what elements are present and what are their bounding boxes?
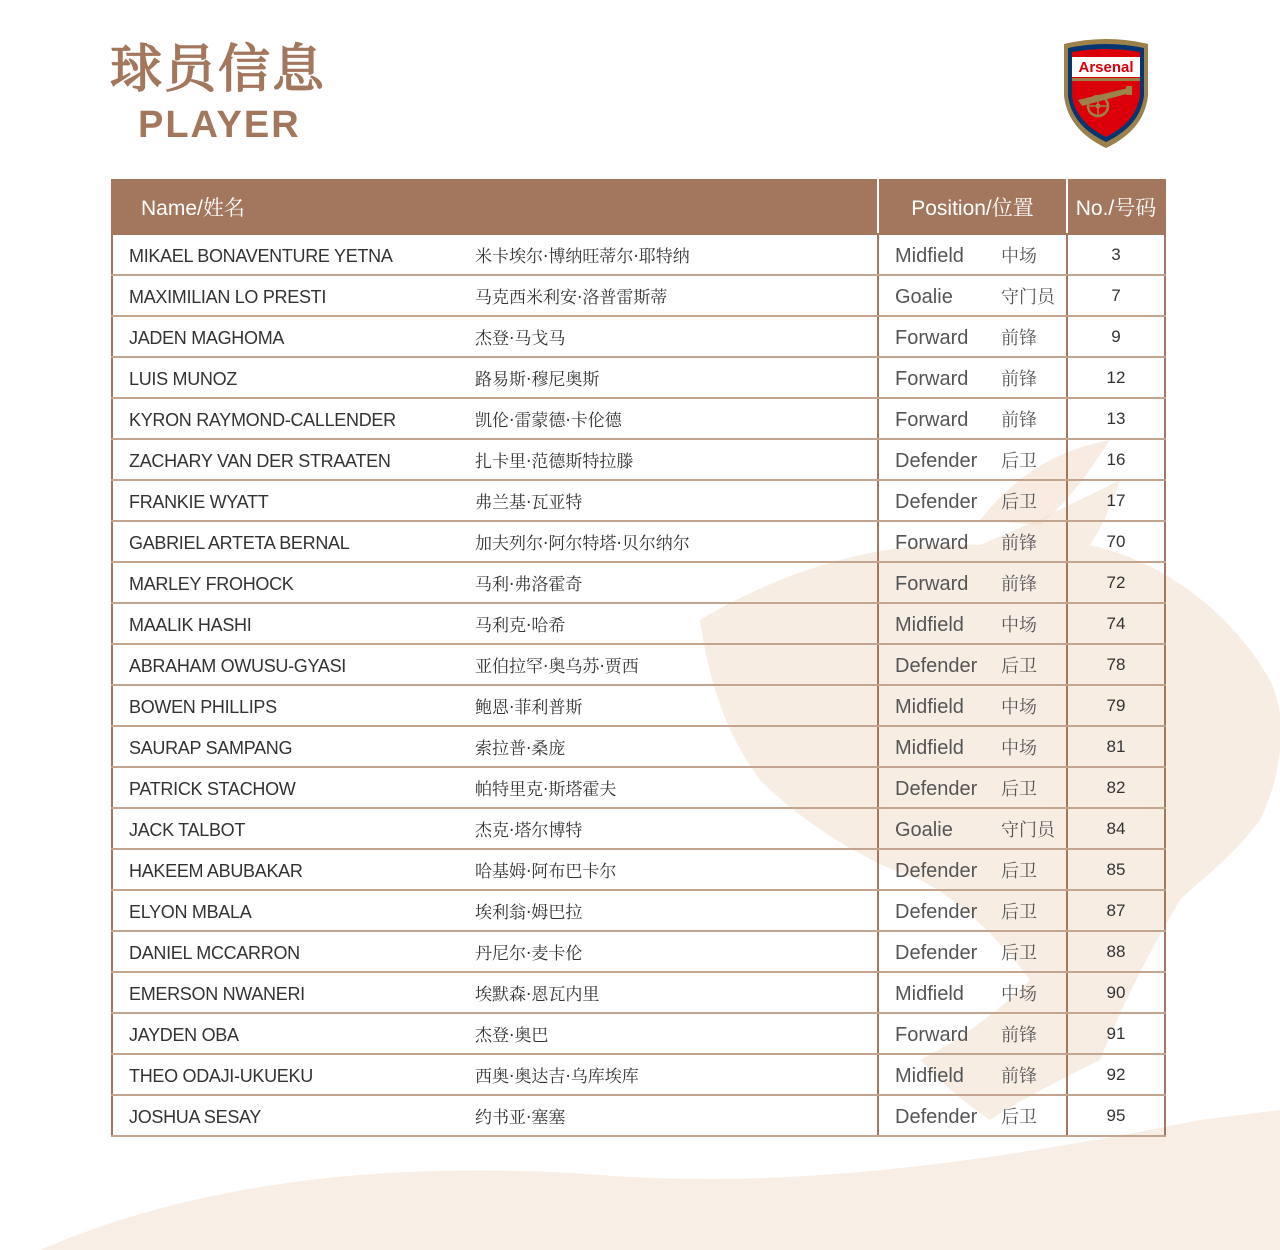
player-position-en: Midfield — [895, 695, 964, 718]
table-row — [112, 1013, 1165, 1054]
player-position-cell — [878, 316, 1067, 357]
player-position-cn: 中场 — [1001, 614, 1037, 636]
player-name-cell — [112, 1054, 878, 1095]
player-name-en: JACK TALBOT — [129, 820, 246, 840]
player-position-en: Defender — [895, 490, 978, 513]
player-name-en: DANIEL MCCARRON — [129, 943, 300, 963]
table-row — [112, 1054, 1165, 1095]
player-position-cn: 中场 — [1001, 737, 1037, 759]
player-number: 95 — [1067, 1095, 1165, 1136]
player-name-en: MIKAEL BONAVENTURE YETNA — [129, 246, 393, 266]
player-name-en: FRANKIE WYATT — [129, 492, 269, 512]
player-position-en: Forward — [895, 326, 969, 349]
player-position-en: Midfield — [895, 982, 964, 1005]
player-position-cn: 后卫 — [1001, 778, 1037, 800]
player-name-cell — [112, 439, 878, 480]
player-name-cn: 亚伯拉罕·奥乌苏·贾西 — [475, 657, 639, 677]
player-name-cell — [112, 685, 878, 726]
player-name-cn: 扎卡里·范德斯特拉滕 — [475, 452, 634, 472]
player-position-en: Midfield — [895, 1064, 964, 1087]
player-name-cell — [112, 562, 878, 603]
player-position-cn: 中场 — [1001, 983, 1037, 1005]
player-name-en: MAALIK HASHI — [129, 615, 252, 635]
table-row — [112, 931, 1165, 972]
player-position-cn: 后卫 — [1001, 942, 1037, 964]
player-number: 12 — [1067, 357, 1165, 398]
player-name-en: THEO ODAJI-UKUEKU — [129, 1066, 313, 1086]
table-row — [112, 726, 1165, 767]
column-header-position: Position/位置 — [878, 180, 1067, 234]
player-name-en: JAYDEN OBA — [129, 1025, 239, 1045]
player-name-cn: 弗兰基·瓦亚特 — [475, 493, 583, 513]
player-number: 82 — [1067, 767, 1165, 808]
table-row — [112, 644, 1165, 685]
player-position-cn: 后卫 — [1001, 450, 1037, 472]
player-number: 81 — [1067, 726, 1165, 767]
player-name-en: LUIS MUNOZ — [129, 369, 238, 389]
player-position-en: Defender — [895, 859, 978, 882]
page-title-cn: 球员信息 — [110, 40, 327, 100]
table-row — [112, 808, 1165, 849]
player-name-cn: 杰登·马戈马 — [475, 329, 566, 349]
player-position-cell — [878, 1013, 1067, 1054]
player-name-en: KYRON RAYMOND-CALLENDER — [129, 410, 396, 430]
player-name-en: PATRICK STACHOW — [129, 779, 296, 799]
player-position-cn: 中场 — [1001, 245, 1037, 267]
player-number: 13 — [1067, 398, 1165, 439]
player-position-en: Defender — [895, 900, 978, 923]
player-name-cell — [112, 357, 878, 398]
table-header-row — [112, 180, 1165, 234]
player-name-cell — [112, 890, 878, 931]
table-row — [112, 357, 1165, 398]
player-number: 74 — [1067, 603, 1165, 644]
player-position-en: Defender — [895, 1105, 978, 1128]
player-number: 17 — [1067, 480, 1165, 521]
player-name-cn: 马利·弗洛霍奇 — [475, 575, 583, 595]
player-number: 72 — [1067, 562, 1165, 603]
player-name-cn: 丹尼尔·麦卡伦 — [475, 944, 583, 964]
column-header-number: No./号码 — [1067, 180, 1165, 234]
table-row — [112, 767, 1165, 808]
player-name-cn: 哈基姆·阿布巴卡尔 — [475, 862, 617, 882]
player-position-cell — [878, 357, 1067, 398]
player-name-cell — [112, 234, 878, 275]
table-row — [112, 849, 1165, 890]
player-name-cn: 凯伦·雷蒙德·卡伦德 — [475, 411, 622, 431]
player-name-cell — [112, 849, 878, 890]
player-position-cell — [878, 726, 1067, 767]
player-number: 7 — [1067, 275, 1165, 316]
player-position-cn: 前锋 — [1001, 368, 1037, 390]
player-number: 88 — [1067, 931, 1165, 972]
table-row — [112, 562, 1165, 603]
player-name-cell — [112, 521, 878, 562]
player-position-cn: 后卫 — [1001, 860, 1037, 882]
player-name-en: ELYON MBALA — [129, 902, 252, 922]
player-number: 90 — [1067, 972, 1165, 1013]
player-name-cn: 加夫列尔·阿尔特塔·贝尔纳尔 — [475, 534, 690, 554]
player-position-cn: 后卫 — [1001, 655, 1037, 677]
player-name-cn: 埃默森·恩瓦内里 — [475, 985, 600, 1005]
player-name-cn: 马克西米利安·洛普雷斯蒂 — [475, 288, 668, 308]
player-name-cell — [112, 275, 878, 316]
player-name-en: ABRAHAM OWUSU-GYASI — [129, 656, 346, 676]
player-position-en: Defender — [895, 777, 978, 800]
player-position-cn: 后卫 — [1001, 491, 1037, 513]
player-position-cell — [878, 808, 1067, 849]
player-name-en: GABRIEL ARTETA BERNAL — [129, 533, 350, 553]
player-position-cell — [878, 972, 1067, 1013]
player-position-cell — [878, 767, 1067, 808]
player-name-cell — [112, 767, 878, 808]
player-position-cn: 守门员 — [1001, 286, 1055, 308]
player-position-en: Midfield — [895, 244, 964, 267]
player-position-en: Forward — [895, 408, 969, 431]
player-name-cn: 索拉普·桑庞 — [475, 739, 566, 759]
player-name-cn: 杰登·奥巴 — [475, 1026, 549, 1046]
table-row — [112, 1095, 1165, 1136]
player-number: 79 — [1067, 685, 1165, 726]
player-position-en: Forward — [895, 367, 969, 390]
player-name-cn: 西奥·奥达吉·乌库埃库 — [475, 1067, 639, 1087]
player-number: 70 — [1067, 521, 1165, 562]
player-name-cell — [112, 1095, 878, 1136]
player-number: 92 — [1067, 1054, 1165, 1095]
table-row — [112, 316, 1165, 357]
player-name-en: EMERSON NWANERI — [129, 984, 305, 1004]
player-position-cell — [878, 1054, 1067, 1095]
player-position-en: Forward — [895, 531, 969, 554]
player-position-cell — [878, 849, 1067, 890]
player-position-cn: 前锋 — [1001, 1065, 1037, 1087]
table-row — [112, 275, 1165, 316]
player-position-cell — [878, 931, 1067, 972]
player-name-en: SAURAP SAMPANG — [129, 738, 293, 758]
player-name-cell — [112, 972, 878, 1013]
player-name-cell — [112, 398, 878, 439]
arsenal-crest-logo — [1058, 38, 1154, 152]
player-name-en: HAKEEM ABUBAKAR — [129, 861, 303, 881]
player-position-cn: 守门员 — [1001, 819, 1055, 841]
player-number: 87 — [1067, 890, 1165, 931]
player-position-cell — [878, 644, 1067, 685]
table-row — [112, 603, 1165, 644]
player-position-cell — [878, 398, 1067, 439]
player-name-cell — [112, 931, 878, 972]
table-row — [112, 398, 1165, 439]
player-position-cell — [878, 562, 1067, 603]
player-position-en: Defender — [895, 449, 978, 472]
player-position-en: Goalie — [895, 818, 953, 841]
table-row — [112, 480, 1165, 521]
column-header-name: Name/姓名 — [112, 180, 878, 234]
player-name-cn: 帕特里克·斯塔霍夫 — [475, 780, 617, 800]
player-name-cell — [112, 644, 878, 685]
player-position-en: Defender — [895, 654, 978, 677]
table-row — [112, 685, 1165, 726]
player-name-cn: 杰克·塔尔博特 — [475, 821, 583, 841]
player-number: 91 — [1067, 1013, 1165, 1054]
player-position-en: Forward — [895, 1023, 969, 1046]
player-name-en: BOWEN PHILLIPS — [129, 697, 277, 717]
player-name-cn: 路易斯·穆尼奥斯 — [475, 370, 600, 390]
player-name-cn: 鲍恩·菲利普斯 — [475, 698, 583, 718]
player-name-en: MAXIMILIAN LO PRESTI — [129, 287, 327, 307]
player-position-cell — [878, 890, 1067, 931]
table-row — [112, 521, 1165, 562]
player-number: 78 — [1067, 644, 1165, 685]
player-number: 3 — [1067, 234, 1165, 275]
player-position-cell — [878, 685, 1067, 726]
player-name-cn: 米卡埃尔·博纳旺蒂尔·耶特纳 — [475, 247, 690, 267]
player-position-en: Forward — [895, 572, 969, 595]
player-position-cn: 后卫 — [1001, 901, 1037, 923]
player-name-cn: 约书亚·塞塞 — [475, 1108, 566, 1128]
table-body — [112, 234, 1165, 1136]
player-position-cell — [878, 521, 1067, 562]
player-position-cn: 前锋 — [1001, 573, 1037, 595]
player-position-cn: 中场 — [1001, 696, 1037, 718]
crest-wordmark: Arsenal — [1078, 59, 1134, 76]
table-row — [112, 439, 1165, 480]
player-name-cell — [112, 808, 878, 849]
player-position-cell — [878, 234, 1067, 275]
player-position-cell — [878, 1095, 1067, 1136]
player-name-en: MARLEY FROHOCK — [129, 574, 294, 594]
player-name-cell — [112, 480, 878, 521]
player-name-en: JOSHUA SESAY — [129, 1107, 262, 1127]
player-name-en: JADEN MAGHOMA — [129, 328, 285, 348]
player-name-cn: 马利克·哈希 — [475, 616, 566, 636]
player-position-cell — [878, 603, 1067, 644]
player-position-en: Goalie — [895, 285, 953, 308]
player-position-en: Midfield — [895, 613, 964, 636]
table-row — [112, 234, 1165, 275]
page-title-en: PLAYER — [138, 104, 301, 146]
table-row — [112, 890, 1165, 931]
player-number: 84 — [1067, 808, 1165, 849]
player-name-cell — [112, 603, 878, 644]
player-name-cell — [112, 1013, 878, 1054]
player-name-en: ZACHARY VAN DER STRAATEN — [129, 451, 391, 471]
player-position-cn: 前锋 — [1001, 409, 1037, 431]
player-position-cell — [878, 275, 1067, 316]
player-name-cn: 埃利翁·姆巴拉 — [475, 903, 583, 923]
player-roster-table — [111, 179, 1166, 1137]
player-name-cell — [112, 726, 878, 767]
player-number: 16 — [1067, 439, 1165, 480]
player-position-cn: 后卫 — [1001, 1106, 1037, 1128]
player-position-cn: 前锋 — [1001, 1024, 1037, 1046]
player-number: 85 — [1067, 849, 1165, 890]
player-position-en: Midfield — [895, 736, 964, 759]
player-position-cell — [878, 439, 1067, 480]
player-name-cell — [112, 316, 878, 357]
player-position-en: Defender — [895, 941, 978, 964]
player-number: 9 — [1067, 316, 1165, 357]
table-row — [112, 972, 1165, 1013]
player-position-cell — [878, 480, 1067, 521]
player-position-cn: 前锋 — [1001, 327, 1037, 349]
player-position-cn: 前锋 — [1001, 532, 1037, 554]
